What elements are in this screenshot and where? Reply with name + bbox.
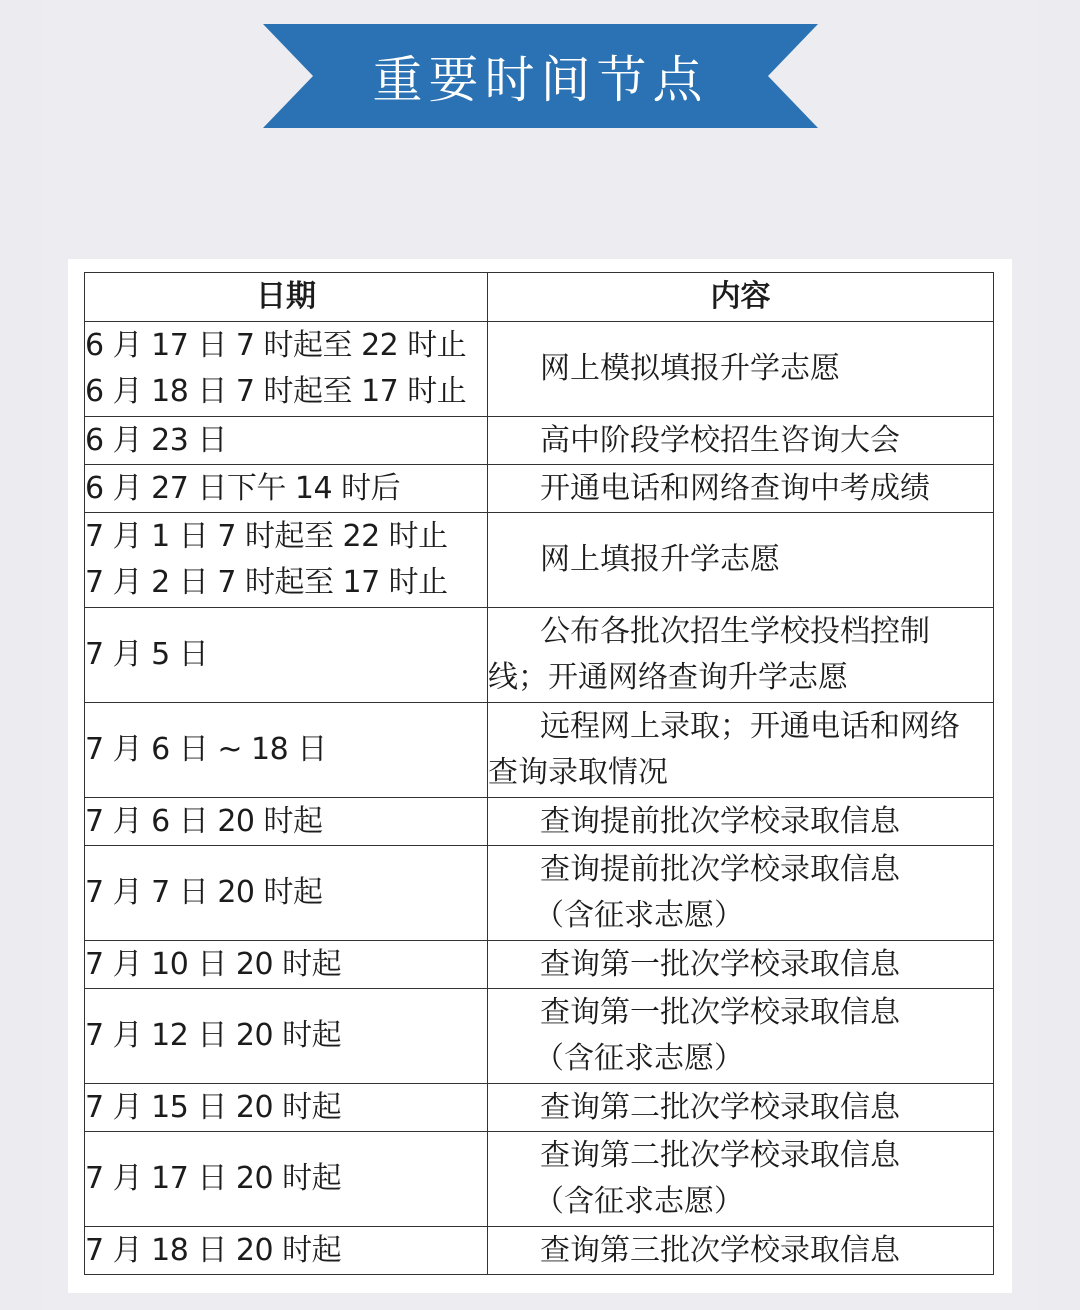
content-text: 查询提前批次学校录取信息 — [540, 852, 900, 887]
date-text: 7 月 2 日 7 时起至 17 时止 — [85, 565, 448, 600]
table-row — [85, 703, 994, 798]
content-text: 查询第二批次学校录取信息 — [540, 1138, 900, 1173]
header-date: 日期 — [85, 273, 488, 322]
title-banner — [263, 24, 818, 128]
content-cell — [488, 1132, 994, 1227]
date-cell — [85, 417, 488, 465]
date-text: 7 月 6 日 20 时起 — [85, 803, 323, 839]
content-text: （含征求志愿） — [534, 1184, 744, 1219]
content-cell — [488, 465, 994, 513]
content-cell — [488, 798, 994, 846]
date-text: 7 月 12 日 20 时起 — [85, 1018, 342, 1053]
date-cell — [85, 1084, 488, 1132]
table-row — [85, 608, 994, 703]
date-text: 7 月 17 日 20 时起 — [85, 1161, 342, 1196]
date-text: 7 月 10 日 20 时起 — [85, 946, 342, 982]
content-text: 查询第一批次学校录取信息 — [540, 995, 900, 1030]
table-row — [85, 1132, 994, 1227]
date-text: 7 月 1 日 7 时起至 22 时止 — [85, 519, 448, 554]
date-cell — [85, 846, 488, 941]
banner-title: 重要时间节点 — [372, 51, 709, 109]
content-text: 查询第一批次学校录取信息 — [540, 946, 900, 982]
date-cell — [85, 1132, 488, 1227]
content-text: 网上填报升学志愿 — [540, 542, 780, 577]
header-content: 内容 — [488, 273, 994, 322]
date-text: 7 月 15 日 20 时起 — [85, 1089, 342, 1125]
date-cell — [85, 513, 488, 608]
content-cell — [488, 941, 994, 989]
date-text: 6 月 17 日 7 时起至 22 时止 — [85, 328, 467, 363]
date-text: 7 月 5 日 — [85, 637, 209, 672]
table-row — [85, 322, 994, 417]
content-cell — [488, 608, 994, 703]
content-text: 查询第三批次学校录取信息 — [540, 1232, 900, 1268]
content-text: 线；开通网络查询升学志愿 — [488, 660, 848, 695]
table-row — [85, 1084, 994, 1132]
content-cell — [488, 417, 994, 465]
content-text: （含征求志愿） — [534, 1041, 744, 1076]
date-cell — [85, 322, 488, 417]
content-text: 网上模拟填报升学志愿 — [540, 351, 840, 386]
table-row — [85, 1227, 994, 1275]
date-cell — [85, 608, 488, 703]
content-text: 开通电话和网络查询中考成绩 — [540, 470, 930, 506]
date-cell — [85, 941, 488, 989]
date-cell — [85, 1227, 488, 1275]
date-text: 7 月 6 日 ~ 18 日 — [85, 732, 327, 767]
content-cell — [488, 1227, 994, 1275]
content-text: 公布各批次招生学校投档控制 — [540, 614, 930, 649]
table-row — [85, 989, 994, 1084]
content-text: 高中阶段学校招生咨询大会 — [540, 422, 900, 458]
date-cell — [85, 465, 488, 513]
schedule-card — [68, 259, 1012, 1293]
date-text: 7 月 18 日 20 时起 — [85, 1232, 342, 1268]
table-row — [85, 941, 994, 989]
table-row — [85, 798, 994, 846]
date-cell — [85, 989, 488, 1084]
table-row — [85, 846, 994, 941]
content-text: 查询提前批次学校录取信息 — [540, 803, 900, 839]
date-text: 7 月 7 日 20 时起 — [85, 875, 323, 910]
content-text: 查询第二批次学校录取信息 — [540, 1089, 900, 1125]
content-cell — [488, 989, 994, 1084]
table-row — [85, 513, 994, 608]
content-text: （含征求志愿） — [534, 898, 744, 933]
content-text: 查询录取情况 — [488, 755, 668, 790]
table-row — [85, 465, 994, 513]
content-cell — [488, 513, 994, 608]
table-row — [85, 417, 994, 465]
schedule-rows — [85, 322, 994, 1275]
content-text: 远程网上录取；开通电话和网络 — [540, 709, 960, 744]
schedule-table — [84, 272, 994, 1275]
content-cell — [488, 846, 994, 941]
content-cell — [488, 1084, 994, 1132]
date-cell — [85, 798, 488, 846]
table-header-row — [85, 273, 994, 322]
content-cell — [488, 322, 994, 417]
date-text: 6 月 27 日下午 14 时后 — [85, 470, 401, 506]
date-text: 6 月 23 日 — [85, 422, 227, 458]
date-text: 6 月 18 日 7 时起至 17 时止 — [85, 374, 467, 409]
date-cell — [85, 703, 488, 798]
content-cell — [488, 703, 994, 798]
